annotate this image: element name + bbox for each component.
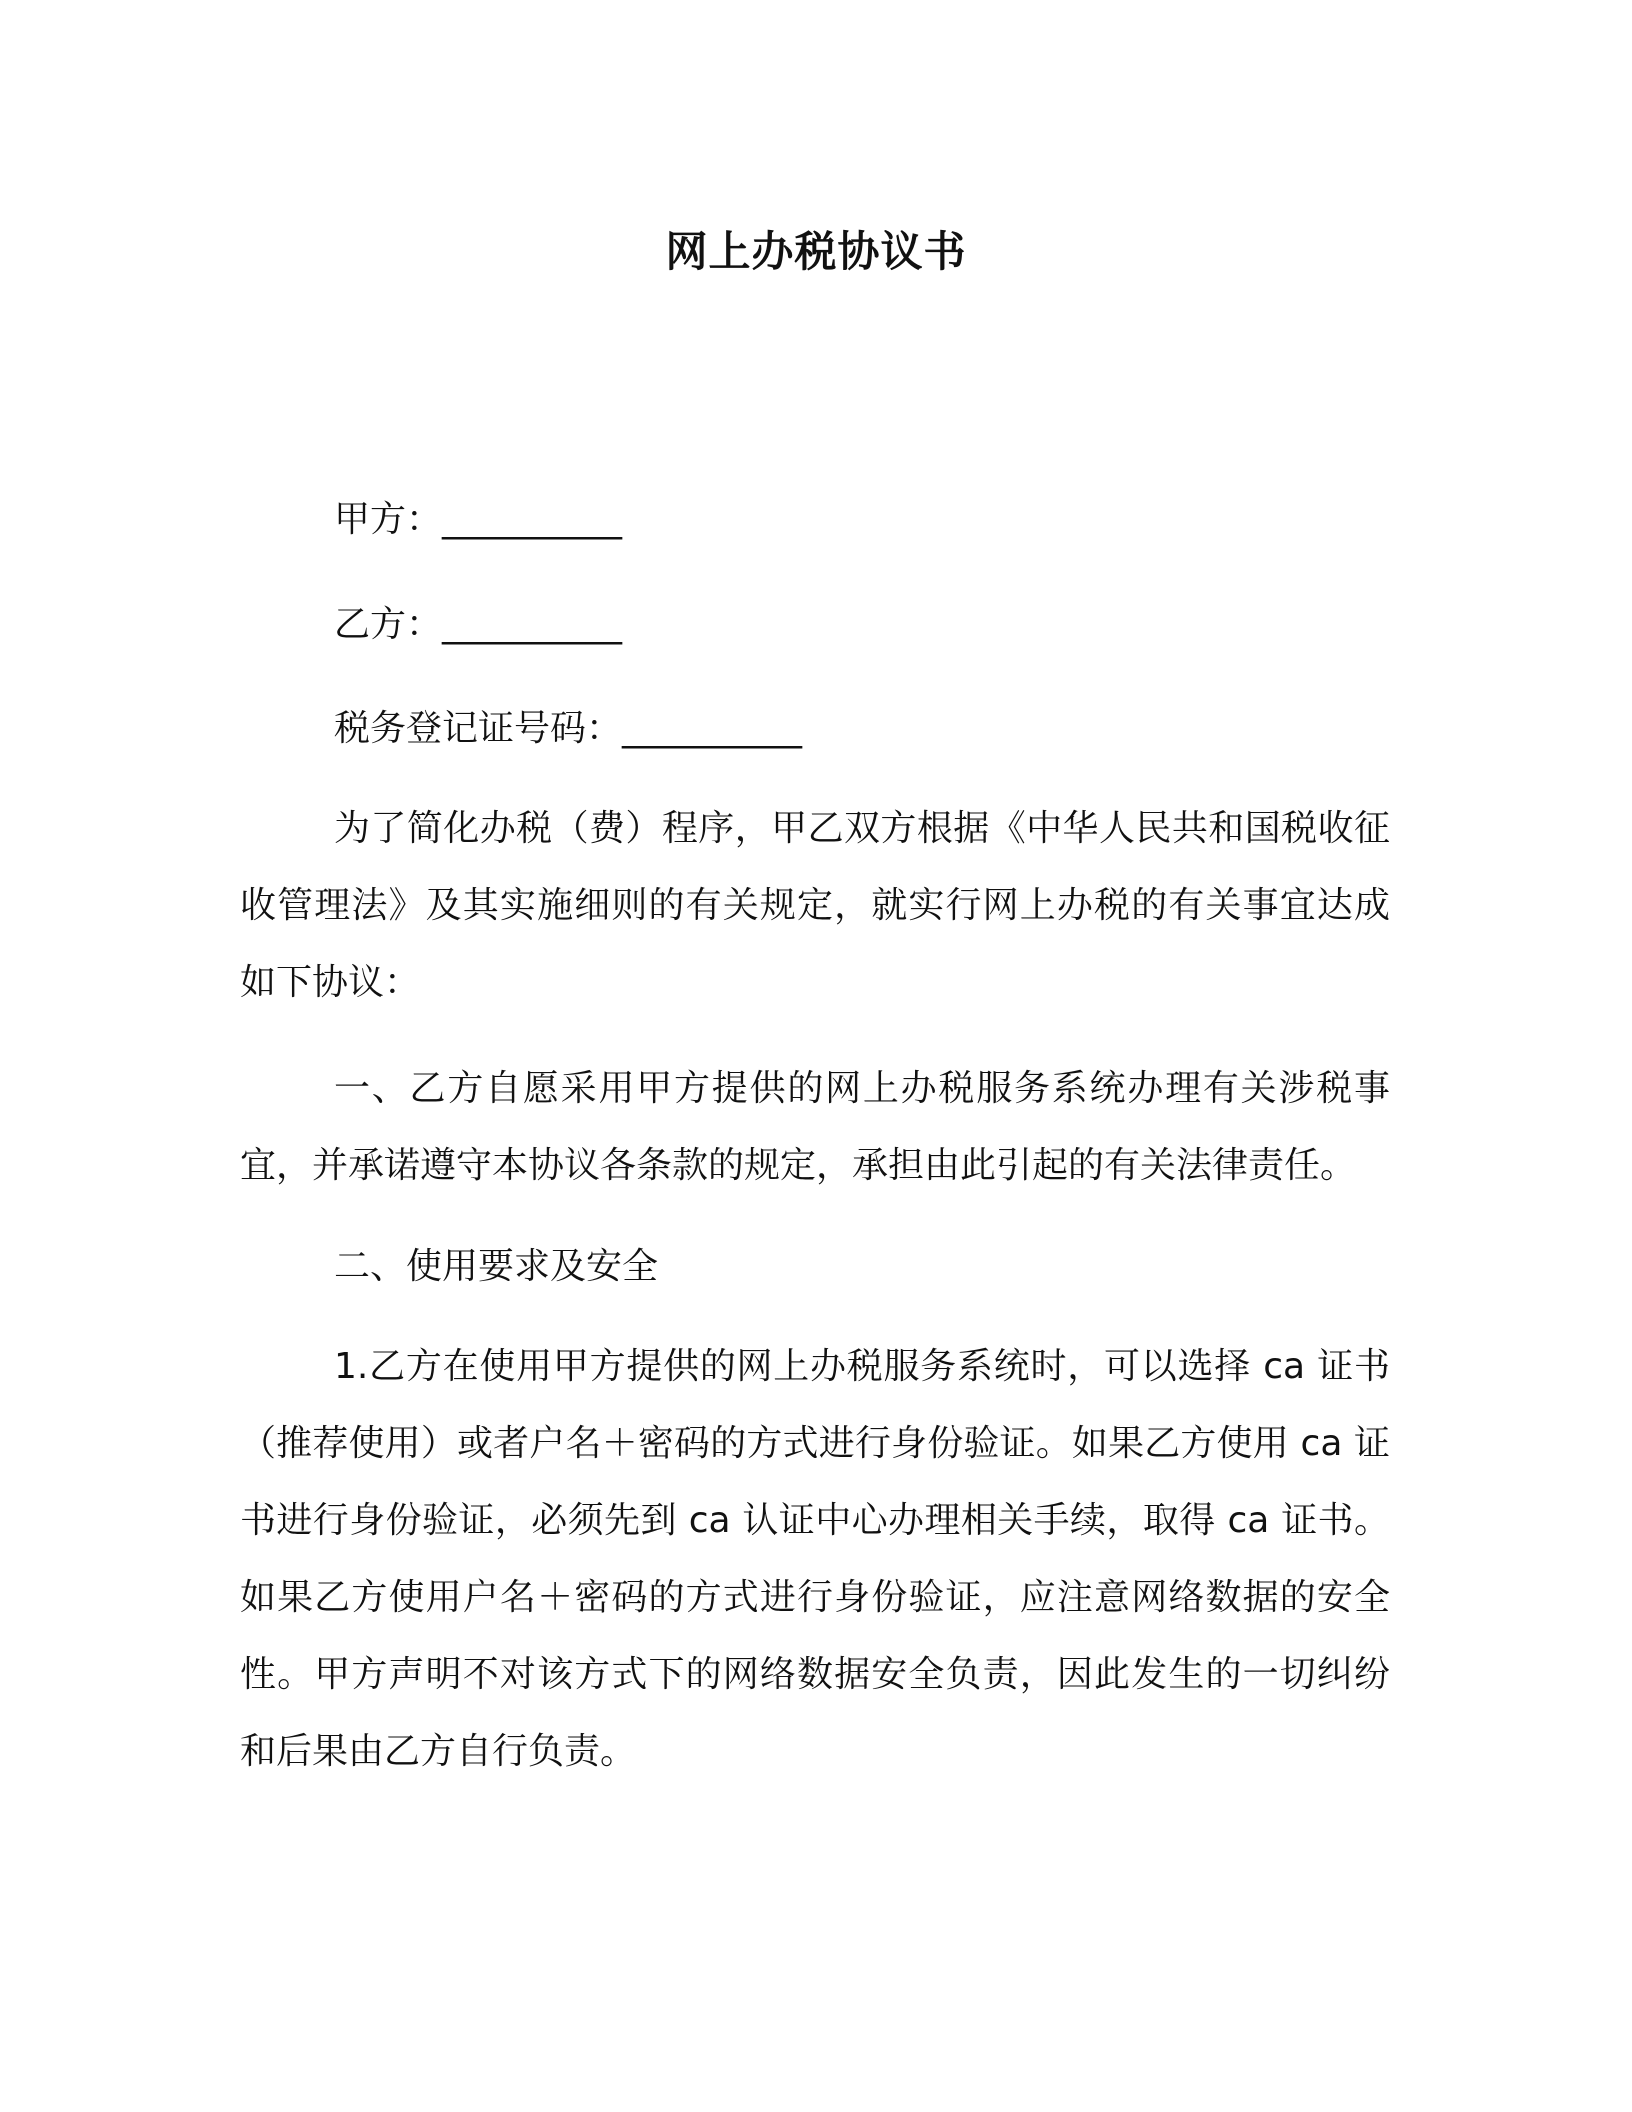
tax-registration-number-field: 税务登记证号码：__________ bbox=[334, 708, 803, 749]
clause-2-heading: 二、使用要求及安全 bbox=[334, 1246, 659, 1287]
party-b-field: 乙方：__________ bbox=[334, 604, 623, 645]
intro-paragraph: 为了简化办税（费）程序，甲乙双方根据《中华人民共和国税收征收管理法》及其实施细则的有关规定，就实行网上办税的有关事宜达成如下协议： bbox=[240, 808, 1390, 1003]
clause-1-paragraph: 一、乙方自愿采用甲方提供的网上办税服务系统办理有关涉税事宜，并承诺遵守本协议各条款的规定，承担由此引起的有关法律责任。 bbox=[240, 1068, 1390, 1186]
clause-2-item-1-paragraph: 1.乙方在使用甲方提供的网上办税服务系统时，可以选择 ca 证书（推荐使用）或者户名＋密码的方式进行身份验证。如果乙方使用 ca 证书进行身份验证，必须先到 ca 认证中心办理相关手续，取得 ca 证书。如果乙方使用户名＋密码的方式进行身份验证，应注意网络数据的安全性。甲方声明不对该方式下的网络数据安全负责，因此发生的一切纠纷和后果由乙方自行负责。 bbox=[240, 1346, 1390, 1772]
party-a-field: 甲方：__________ bbox=[334, 499, 623, 540]
document-title: 网上办税协议书 bbox=[665, 227, 967, 276]
